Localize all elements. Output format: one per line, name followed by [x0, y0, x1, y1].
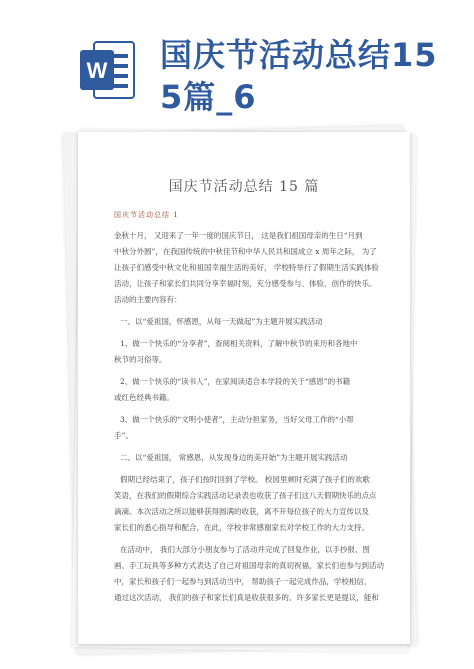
- header: [0, 0, 474, 120]
- text-line: 滴滴。本次活动之所以能够获得圆满的收获，离不开每位孩子的大力宣传以及: [114, 507, 369, 516]
- text-line: 中，家长和孩子们一起参与到活动当中， 帮助孩子一起完成作品，学校相信，: [114, 577, 372, 586]
- text-line: 在活动中， 我们大部分小朋友参与了活动并完成了回复作业，以手抄报、图: [120, 545, 370, 554]
- text-line: 笑语，在我们的假期综合实践活动记录表也收获了孩子们这八天假期快乐的点点: [114, 491, 377, 500]
- text-line: 手”。: [114, 431, 133, 440]
- text-line: 活动，让孩子和家长们共同分享幸福时刻，充分感受参与、体验、创作的快乐。: [114, 279, 377, 288]
- text-line: 金秋十月， 又迎来了一年一度的国庆节日， 这是我们祖国母亲的生日“月到: [114, 231, 363, 240]
- text-line: 中秋分外圆”，在我国传统的中秋佳节和中华人民共和国成立 x 周年之际， 为了: [114, 247, 377, 256]
- page-title-line1: 国庆节活动总结15: [160, 36, 438, 74]
- text-line: 通过这次活动， 我们的孩子和家长们真是收获很多的。许多家长更是提议，能和: [114, 593, 379, 602]
- text-line: 假期已经结束了，孩子们按时回到了学校。 校园里顿时充满了孩子们的欢歌: [120, 475, 370, 484]
- page-title-line2: 5篇_6: [160, 78, 257, 116]
- word-icon-letter: W: [86, 58, 108, 83]
- text-line: 秋节的习俗等。: [114, 355, 167, 364]
- document-subheading: 国庆节活动总结 1: [114, 211, 179, 219]
- text-line: 让孩子们感受中秋文化和祖国幸福生活的美好， 学校特举行了假期生活实践体验: [114, 263, 379, 272]
- document-page: [78, 132, 410, 644]
- document-title: 国庆节活动总结 15 篇: [168, 179, 320, 195]
- section-heading: 二、以“爱祖国， 常感恩，从发现身边的美开始”为主题开展实践活动: [120, 453, 348, 462]
- text-line: 3、做一个快乐的“文明小使者”，主动分担家务，当好父母工作的“小帮: [120, 415, 354, 424]
- text-line: 2、做一个快乐的“读书人”，在家阅读适合本学段的关于“感恩”的书籍: [120, 377, 351, 386]
- text-line: 1、做一个快乐的“分享者”，查阅相关资料，了解中秋节的来历和各地中: [120, 339, 358, 348]
- word-document-icon: [78, 40, 136, 100]
- text-line: 家长们的悉心指导和配合，在此，学校非常感谢家长对学校工作的大力支持。: [114, 523, 369, 532]
- text-line: 活动的主要内容有：: [114, 295, 182, 304]
- text-line: 画、手工玩具等多种方式表达了自己对祖国母亲的真切祝福，家长们也参与到活动: [114, 561, 384, 570]
- section-heading: 一、以“爱祖国，怀感恩，从每一天做起”为主题开展实践活动: [120, 317, 323, 326]
- text-line: 或红色经典书籍。: [114, 393, 174, 402]
